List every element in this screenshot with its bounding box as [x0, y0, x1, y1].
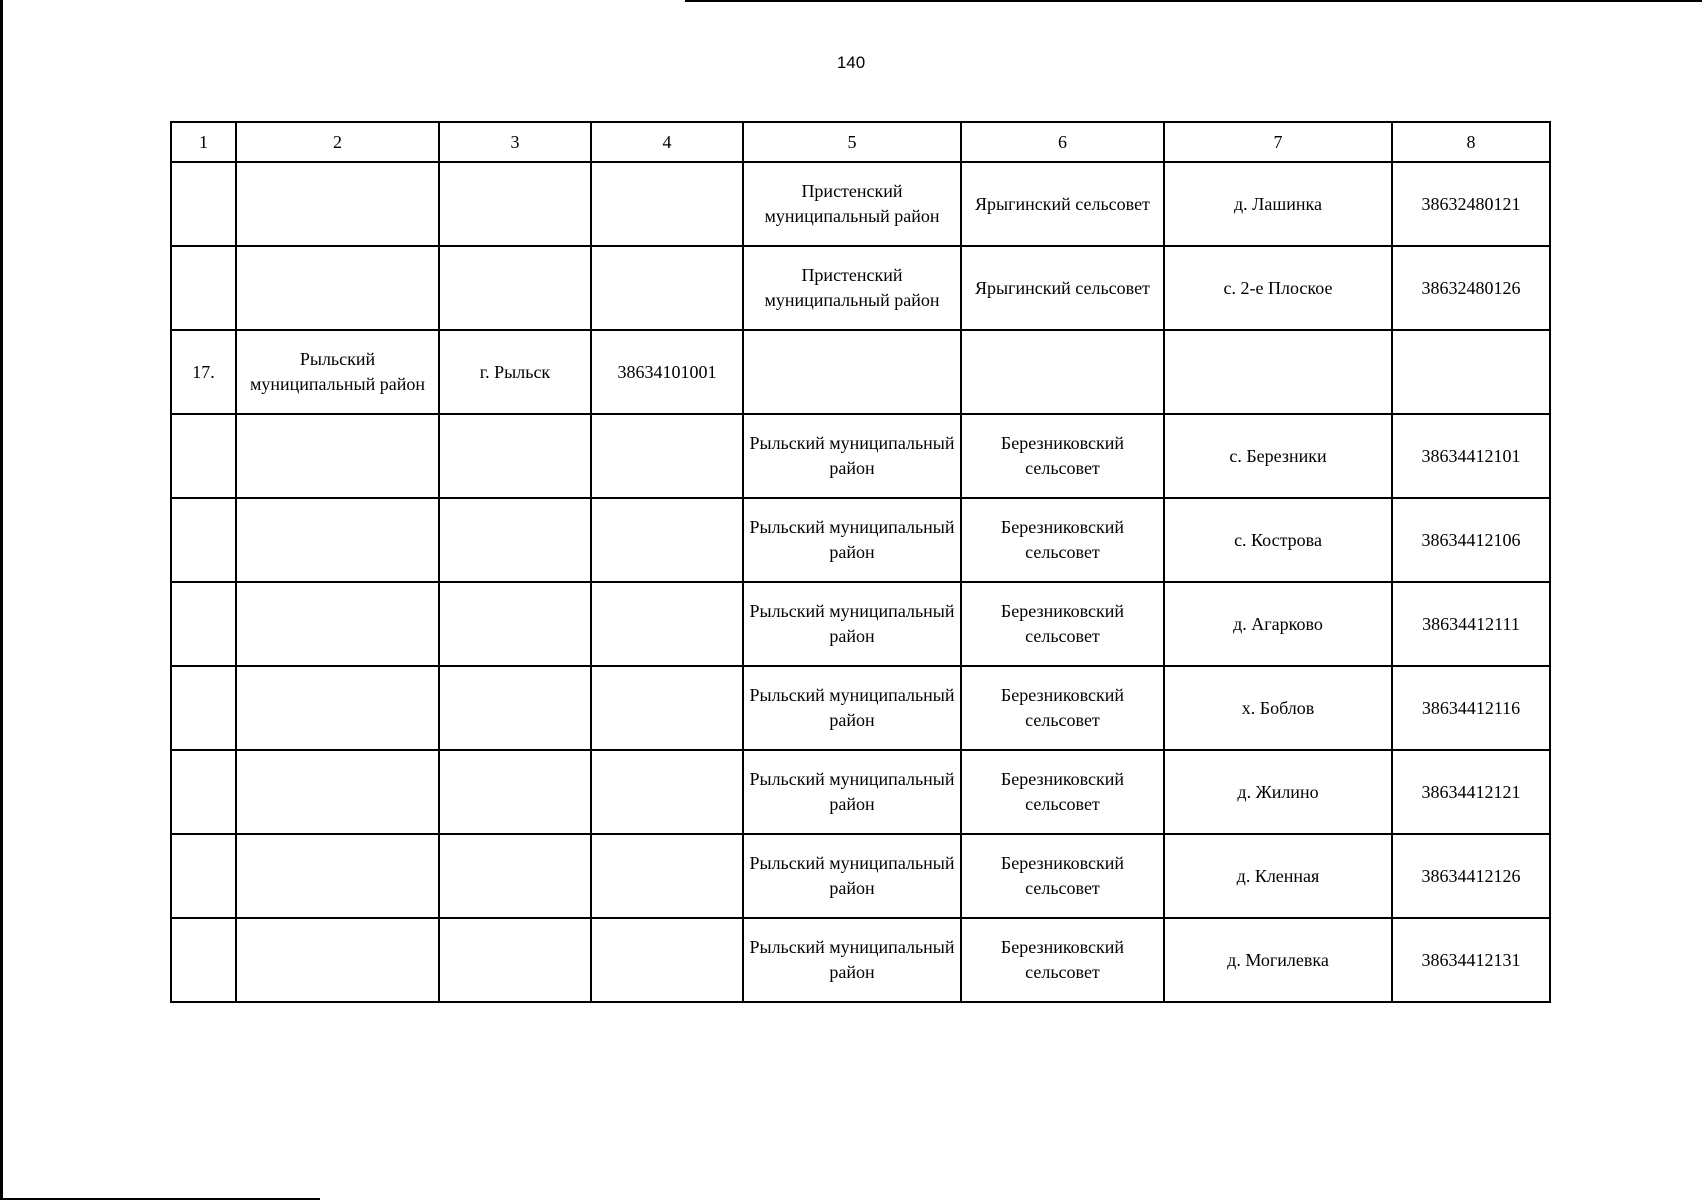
- settlement-cell: д. Кленная: [1164, 834, 1392, 918]
- municipal-district-cell: Рыльский муниципальный район: [743, 414, 961, 498]
- center-cell: [439, 582, 591, 666]
- row-number-cell: [171, 162, 236, 246]
- center-code-cell: 38634101001: [591, 330, 743, 414]
- row-number-cell: [171, 246, 236, 330]
- header-row: [171, 122, 1550, 162]
- table-row: [171, 918, 1550, 1002]
- center-cell: [439, 918, 591, 1002]
- municipal-district-cell: Пристенский муниципальный район: [743, 246, 961, 330]
- page-number: 140: [836, 53, 866, 72]
- center-cell: [439, 666, 591, 750]
- column-header: 4: [591, 122, 743, 162]
- row-number-cell: [171, 498, 236, 582]
- municipal-district-cell: [743, 330, 961, 414]
- settlement-cell: д. Агарково: [1164, 582, 1392, 666]
- table-row: [171, 582, 1550, 666]
- district-cell: [236, 414, 439, 498]
- council-cell: Березниковский сельсовет: [961, 582, 1164, 666]
- center-cell: г. Рыльск: [439, 330, 591, 414]
- district-cell: [236, 498, 439, 582]
- column-header: 8: [1392, 122, 1550, 162]
- center-cell: [439, 834, 591, 918]
- column-header: 6: [961, 122, 1164, 162]
- settlement-cell: с. Березники: [1164, 414, 1392, 498]
- district-cell: [236, 582, 439, 666]
- council-cell: [961, 330, 1164, 414]
- council-cell: Березниковский сельсовет: [961, 666, 1164, 750]
- row-number-cell: [171, 750, 236, 834]
- district-cell: [236, 666, 439, 750]
- table-row: [171, 834, 1550, 918]
- council-cell: Березниковский сельсовет: [961, 834, 1164, 918]
- center-code-cell: [591, 582, 743, 666]
- center-code-cell: [591, 750, 743, 834]
- municipal-district-cell: Рыльский муниципальный район: [743, 918, 961, 1002]
- row-number-cell: [171, 918, 236, 1002]
- settlement-code-cell: 38634412116: [1392, 666, 1550, 750]
- center-cell: [439, 498, 591, 582]
- settlement-cell: д. Лашинка: [1164, 162, 1392, 246]
- settlement-code-cell: 38634412111: [1392, 582, 1550, 666]
- council-cell: Березниковский сельсовет: [961, 918, 1164, 1002]
- district-cell: Рыльский муниципальный район: [236, 330, 439, 414]
- municipal-district-cell: Рыльский муниципальный район: [743, 666, 961, 750]
- district-cell: [236, 246, 439, 330]
- table-row: [171, 498, 1550, 582]
- council-cell: Березниковский сельсовет: [961, 750, 1164, 834]
- table-row: [171, 246, 1550, 330]
- municipal-district-cell: Пристенский муниципальный район: [743, 162, 961, 246]
- settlement-cell: д. Могилевка: [1164, 918, 1392, 1002]
- settlement-cell: д. Жилино: [1164, 750, 1392, 834]
- settlement-code-cell: 38634412131: [1392, 918, 1550, 1002]
- table-row: [171, 162, 1550, 246]
- center-cell: [439, 414, 591, 498]
- column-header: 2: [236, 122, 439, 162]
- column-header: 5: [743, 122, 961, 162]
- column-header: 7: [1164, 122, 1392, 162]
- municipal-district-cell: Рыльский муниципальный район: [743, 498, 961, 582]
- district-cell: [236, 162, 439, 246]
- settlement-code-cell: 38634412101: [1392, 414, 1550, 498]
- municipal-district-cell: Рыльский муниципальный район: [743, 582, 961, 666]
- row-number-cell: [171, 414, 236, 498]
- column-header: 1: [171, 122, 236, 162]
- center-code-cell: [591, 498, 743, 582]
- table-row: [171, 330, 1550, 414]
- center-cell: [439, 162, 591, 246]
- council-cell: Ярыгинский сельсовет: [961, 246, 1164, 330]
- municipal-district-cell: Рыльский муниципальный район: [743, 750, 961, 834]
- district-cell: [236, 750, 439, 834]
- center-code-cell: [591, 246, 743, 330]
- center-code-cell: [591, 414, 743, 498]
- settlement-cell: [1164, 330, 1392, 414]
- settlement-code-cell: 38634412126: [1392, 834, 1550, 918]
- center-code-cell: [591, 918, 743, 1002]
- council-cell: Березниковский сельсовет: [961, 414, 1164, 498]
- column-header: 3: [439, 122, 591, 162]
- center-cell: [439, 750, 591, 834]
- center-cell: [439, 246, 591, 330]
- row-number-cell: [171, 834, 236, 918]
- district-cell: [236, 918, 439, 1002]
- row-number-cell: [171, 582, 236, 666]
- center-code-cell: [591, 666, 743, 750]
- center-code-cell: [591, 834, 743, 918]
- row-number-cell: 17.: [171, 330, 236, 414]
- settlement-cell: х. Боблов: [1164, 666, 1392, 750]
- scan-top-rule: [685, 0, 1702, 2]
- center-code-cell: [591, 162, 743, 246]
- settlement-cell: с. Кострова: [1164, 498, 1392, 582]
- district-cell: [236, 834, 439, 918]
- council-cell: Березниковский сельсовет: [961, 498, 1164, 582]
- scan-left-edge: [0, 0, 3, 1200]
- settlements-table: [170, 121, 1551, 1003]
- table-row: [171, 666, 1550, 750]
- settlement-code-cell: 38634412106: [1392, 498, 1550, 582]
- council-cell: Ярыгинский сельсовет: [961, 162, 1164, 246]
- settlement-code-cell: [1392, 330, 1550, 414]
- settlement-code-cell: 38634412121: [1392, 750, 1550, 834]
- settlement-code-cell: 38632480121: [1392, 162, 1550, 246]
- settlement-cell: с. 2-е Плоское: [1164, 246, 1392, 330]
- table-row: [171, 414, 1550, 498]
- table-row: [171, 750, 1550, 834]
- settlement-code-cell: 38632480126: [1392, 246, 1550, 330]
- municipal-district-cell: Рыльский муниципальный район: [743, 834, 961, 918]
- row-number-cell: [171, 666, 236, 750]
